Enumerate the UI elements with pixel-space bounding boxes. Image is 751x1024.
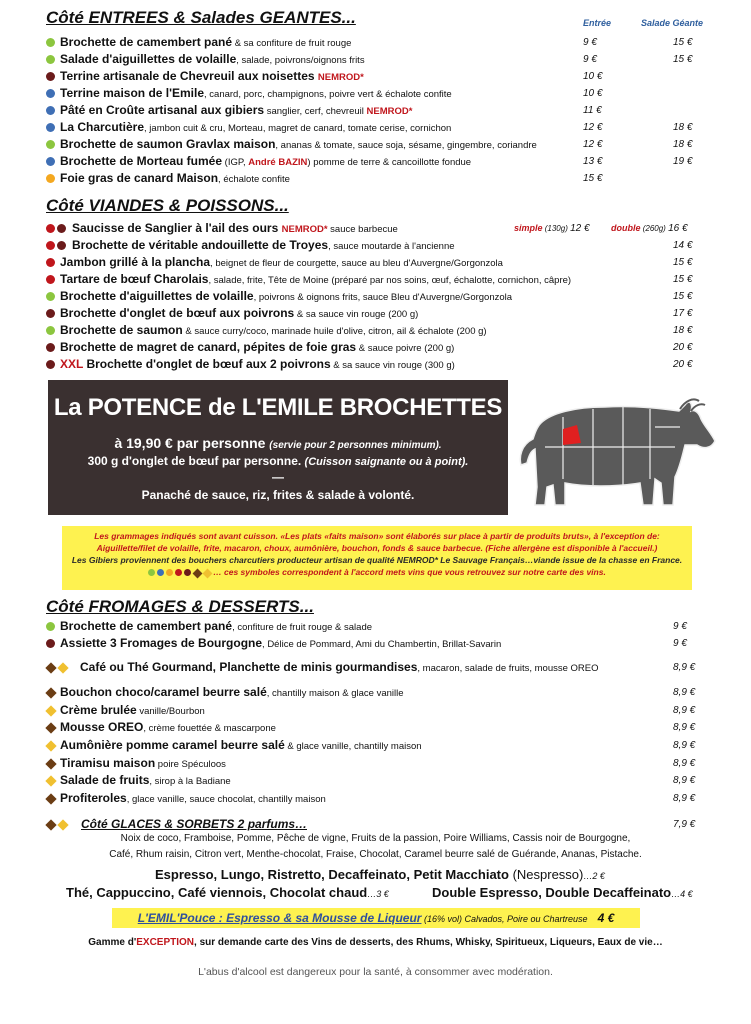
dessert-text: [60, 755, 660, 773]
orange-symbol-icon: [166, 569, 173, 576]
entree-row: [0, 85, 751, 102]
wine-pairing-marks: [46, 622, 55, 632]
viande-name: Brochette de magret de canard, pépites de foie gras: [60, 340, 357, 354]
green-dot-icon: [46, 55, 55, 64]
viande-text: [60, 322, 660, 340]
info-box: [62, 526, 692, 590]
viande-desc: & sauce poivre (200 g): [356, 343, 455, 354]
viande-text: [60, 356, 660, 374]
entree-row: [0, 170, 751, 187]
entree-row: [0, 102, 751, 119]
wine-pairing-marks: [46, 360, 55, 370]
maroon-dot-icon: [46, 309, 55, 318]
viande-row: [0, 271, 751, 288]
dessert-desc: poire Spéculoos: [155, 759, 226, 770]
entree-desc: & sa confiture de fruit rouge: [232, 38, 352, 49]
salade-geante-price: 19 €: [673, 156, 693, 167]
dessert-name: Aumônière pomme caramel beurre salé: [60, 738, 285, 752]
gold-diamond-icon: [57, 662, 68, 673]
wine-pairing-marks: [46, 706, 56, 716]
entree-name: Terrine maison de l'Emile: [60, 86, 205, 100]
coffee-nespresso: (Nespresso): [508, 867, 584, 882]
wine-pairing-marks: [46, 794, 56, 804]
red-dot-icon: [46, 224, 55, 233]
entree-text: [60, 34, 580, 52]
entree-row: [0, 68, 751, 85]
viande-row: [0, 220, 751, 237]
dessert-name: Profiteroles: [60, 791, 127, 805]
dessert-text: [60, 772, 660, 790]
info-line-1: Les grammages indiqués sont avant cuisson. «Les plats «faits maison» sont élaborés sur place à partir de produits bruts», à l'exception de:: [94, 531, 660, 541]
dessert-desc: , Délice de Pommard, Ami du Chambertin, Brillat-Savarin: [262, 639, 502, 650]
col-entree-header: Entrée: [583, 18, 612, 28]
gamme-prefix: Gamme d': [88, 937, 137, 948]
entree-price: 12 €: [583, 122, 603, 133]
coffee-price-2a: …3 €: [367, 889, 389, 899]
brown-diamond-icon: [45, 758, 56, 769]
bull-illustration: [515, 387, 720, 512]
dessert-text: [80, 659, 680, 677]
salade-geante-price: 15 €: [673, 54, 693, 65]
dessert-price: 8,9 €: [673, 662, 696, 673]
dessert-text: [60, 635, 660, 653]
dessert-name: Café ou Thé Gourmand, Planchette de minis gourmandises: [80, 660, 418, 674]
viande-name: Brochette de saumon: [60, 323, 183, 337]
maroon-dot-icon: [46, 343, 55, 352]
dessert-name: Tiramisu maison: [60, 756, 156, 770]
viande-desc: sauce barbecue: [327, 224, 398, 235]
simple-weight: (130g): [542, 224, 571, 233]
entree-desc-2: ) pomme de terre & cancoillotte fondue: [307, 157, 472, 168]
wine-pairing-marks: [46, 174, 55, 184]
entree-row: [0, 136, 751, 153]
dessert-row: [0, 737, 751, 754]
glaces-marks: [46, 820, 68, 830]
promo-price-note: (servie pour 2 personnes minimum).: [269, 440, 442, 451]
promo-weight-line: [48, 454, 508, 468]
dessert-row: [0, 772, 751, 789]
viande-name: Tartare de bœuf Charolais: [60, 272, 209, 286]
dessert-text: [60, 618, 660, 636]
dessert-desc: , sirop à la Badiane: [149, 776, 231, 787]
entree-desc: , jambon cuit & cru, Morteau, magret de canard, tomate cerise, cornichon: [144, 123, 452, 134]
double-weight: (260g): [640, 224, 669, 233]
double-price: 16 €: [668, 223, 688, 234]
viande-price: 14 €: [673, 240, 693, 251]
supplier-tag: André BAZIN: [248, 157, 308, 168]
viande-desc: & sa sauce vin rouge (200 g): [294, 309, 419, 320]
dessert-desc: , confiture de fruit rouge & salade: [232, 622, 373, 633]
viande-price: 17 €: [673, 308, 693, 319]
viande-text: [72, 237, 672, 255]
entree-name: Foie gras de canard Maison: [60, 171, 219, 185]
col-salade-geante-header: Salade Géante: [641, 18, 704, 28]
green-symbol-icon: [148, 569, 155, 576]
double-label: double: [611, 223, 641, 233]
wine-pairing-marks: [46, 106, 55, 116]
dessert-desc: & glace vanille, chantilly maison: [284, 741, 422, 752]
double-price-group: [611, 220, 688, 237]
wine-pairing-marks: [46, 224, 66, 234]
wine-pairing-marks: [46, 688, 56, 698]
wine-pairing-marks: [46, 741, 56, 751]
dessert-text: [60, 719, 660, 737]
viande-name: Brochette d'aiguillettes de volaille: [60, 289, 254, 303]
pouce-choices: Calvados, Poire ou Chartreuse: [464, 914, 588, 924]
promo-dash: —: [272, 470, 284, 484]
dessert-name: Bouchon choco/caramel beurre salé: [60, 685, 267, 699]
coffee-price-1: …2 €: [583, 871, 605, 881]
entree-desc: (IGP,: [222, 157, 249, 168]
wine-pairing-marks: [46, 258, 55, 268]
wine-pairing-symbols: [148, 567, 213, 577]
glaces-flavors-2: Café, Rhum raisin, Citron vert, Menthe-chocolat, Fraise, Chocolat, Caramel beurre salé de Guérande, Ananas, Pistache.: [109, 849, 642, 860]
entree-name: Pâté en Croûte artisanal aux gibiers: [60, 103, 265, 117]
viande-text: [60, 288, 660, 306]
gold-diamond-icon: [57, 819, 68, 830]
dessert-price: 8,9 €: [673, 687, 696, 698]
entree-name: Brochette de camembert pané: [60, 35, 233, 49]
dessert-text: [60, 737, 660, 755]
entree-price: 15 €: [583, 173, 603, 184]
entree-desc: , canard, porc, champignons, poivre vert & échalote confite: [204, 89, 452, 100]
brown-diamond-icon: [45, 687, 56, 698]
entree-name: Salade d'aiguillettes de volaille: [60, 52, 237, 66]
wine-pairing-marks: [46, 72, 55, 82]
entree-text: [60, 153, 580, 171]
alcohol-warning: L'abus d'alcool est dangereux pour la santé, à consommer avec modération.: [198, 966, 553, 978]
simple-price-group: [514, 220, 590, 237]
viande-row: [0, 322, 751, 339]
viande-text: [60, 254, 660, 272]
dessert-row: [0, 755, 751, 772]
dessert-row: [0, 719, 751, 736]
dessert-name: Brochette de camembert pané: [60, 619, 233, 633]
blue-dot-icon: [46, 89, 55, 98]
dessert-row: [0, 635, 751, 652]
dessert-name: Salade de fruits: [60, 773, 150, 787]
green-dot-icon: [46, 140, 55, 149]
entree-row: [0, 153, 751, 170]
wine-pairing-marks: [46, 157, 55, 167]
viande-text: [72, 220, 512, 238]
promo-title: La POTENCE de L'EMILE BROCHETTES: [53, 394, 503, 421]
blue-symbol-icon: [157, 569, 164, 576]
orange-dot-icon: [46, 174, 55, 183]
glaces-flavors-1: Noix de coco, Framboise, Pomme, Pêche de vigne, Fruits de la passion, Poire Williams, Cassis noir de Bourgogne,: [120, 833, 631, 844]
viande-price: 15 €: [673, 291, 693, 302]
viande-name: Brochette d'onglet de bœuf aux 2 poivrons: [83, 357, 331, 371]
dessert-text: [60, 702, 660, 720]
maroon-dot-icon: [46, 360, 55, 369]
green-dot-icon: [46, 38, 55, 47]
entree-desc: , salade, poivrons/oignons frits: [236, 55, 365, 66]
red-dot-icon: [46, 275, 55, 284]
coffee-line-2a: [66, 885, 389, 900]
entree-name: Brochette de Morteau fumée: [60, 154, 223, 168]
promo-price-line: [48, 435, 508, 451]
wine-pairing-marks: [46, 776, 56, 786]
promo-sides: Panaché de sauce, riz, frites & salade à volonté.: [141, 488, 415, 502]
glaces-title: Côté GLACES & SORBETS 2 parfums…: [81, 817, 308, 831]
entree-row: [0, 119, 751, 136]
promo-price: à 19,90 € par personne: [114, 435, 266, 451]
dessert-desc: , macaron, salade de fruits, mousse OREO: [417, 663, 599, 674]
viandes-title: Côté VIANDES & POISSONS...: [46, 196, 289, 215]
wine-pairing-marks: [46, 89, 55, 99]
viande-desc: , sauce moutarde à l'ancienne: [328, 241, 455, 252]
entree-desc: , ananas & tomate, sauce soja, sésame, gingembre, coriandre: [275, 140, 537, 151]
dessert-price: 8,9 €: [673, 705, 696, 716]
xxl-tag: XXL: [60, 357, 84, 371]
viande-text: [60, 339, 660, 357]
entree-text: [60, 68, 580, 86]
viande-name: Brochette de véritable andouillette de Troyes: [72, 238, 329, 252]
desserts-title: Côté FROMAGES & DESSERTS...: [46, 597, 314, 616]
wine-pairing-marks: [46, 123, 55, 133]
viande-text: [60, 271, 660, 289]
green-dot-icon: [46, 622, 55, 631]
dessert-price: 9 €: [673, 638, 687, 649]
wine-pairing-marks: [46, 639, 55, 649]
wine-pairing-marks: [46, 663, 68, 673]
pouce-label: L'EMIL'Pouce : Espresso & sa Mousse de Liqueur: [137, 911, 422, 925]
viande-row: [0, 339, 751, 356]
entree-row: [0, 34, 751, 51]
coffee-double-list: Double Espresso, Double Decaffeinato: [432, 885, 672, 900]
coffee-line-2b: [432, 885, 693, 900]
dessert-price: 8,9 €: [673, 793, 696, 804]
entree-text: [60, 119, 580, 137]
dessert-desc: , glace vanille, sauce chocolat, chantilly maison: [126, 794, 326, 805]
dessert-row: [0, 702, 751, 719]
viande-text: [60, 305, 660, 323]
viande-name: Saucisse de Sanglier à l'ail des ours: [72, 221, 282, 235]
salade-geante-price: 18 €: [673, 122, 693, 133]
wine-pairing-marks: [46, 309, 55, 319]
info-line-2: Aiguillette/filet de volaille, frite, macaron, choux, aumônière, bouchon, fonds & sauce barbecue. (Fiche allergène est disponible à l'accueil.): [96, 543, 658, 553]
wine-pairing-marks: [46, 55, 55, 65]
coffee-line-1: [155, 867, 605, 882]
wine-pairing-marks: [46, 140, 55, 150]
dessert-desc: vanille/Bourbon: [136, 706, 205, 717]
dessert-price: 9 €: [673, 621, 687, 632]
maroon-symbol-icon: [184, 569, 191, 576]
blue-dot-icon: [46, 123, 55, 132]
pouce-vol: (16% vol): [421, 914, 465, 924]
simple-label: simple: [514, 223, 543, 233]
red-dot-icon: [46, 241, 55, 250]
viande-price: 18 €: [673, 325, 693, 336]
blue-dot-icon: [46, 157, 55, 166]
promo-banner: [48, 380, 508, 515]
gold-symbol-icon: [203, 568, 213, 578]
viande-row: [0, 254, 751, 271]
brown-diamond-icon: [45, 793, 56, 804]
salade-geante-price: 15 €: [673, 37, 693, 48]
coffee-price-2b: …4 €: [671, 889, 693, 899]
gold-diamond-icon: [45, 775, 56, 786]
brown-diamond-icon: [45, 662, 56, 673]
red-dot-icon: [46, 258, 55, 267]
dessert-name: Assiette 3 Fromages de Bourgogne: [60, 636, 263, 650]
entree-text: [60, 102, 580, 120]
entree-name: Brochette de saumon Gravlax maison: [60, 137, 276, 151]
viande-name: Jambon grillé à la plancha: [60, 255, 211, 269]
green-dot-icon: [46, 326, 55, 335]
viande-desc: , salade, frite, Tête de Moine (préparé par nos soins, œuf, échalotte, cornichon, câpre): [208, 275, 572, 286]
entree-price: 10 €: [583, 71, 603, 82]
wine-pairing-marks: [46, 292, 55, 302]
maroon-dot-icon: [46, 72, 55, 81]
brown-symbol-icon: [193, 568, 203, 578]
simple-price: 12 €: [570, 223, 590, 234]
entree-price: 13 €: [583, 156, 603, 167]
entree-price: 11 €: [583, 105, 602, 116]
entrees-title: Côté ENTREES & Salades GEANTES...: [46, 8, 356, 27]
viande-price: 20 €: [673, 342, 693, 353]
wine-pairing-marks: [46, 275, 55, 285]
dessert-price: 8,9 €: [673, 722, 696, 733]
dessert-desc: , chantilly maison & glace vanille: [266, 688, 404, 699]
brown-diamond-icon: [45, 819, 56, 830]
viande-name: Brochette d'onglet de bœuf aux poivrons: [60, 306, 295, 320]
viande-row: [0, 237, 751, 254]
entree-name: Terrine artisanale de Chevreuil aux noisettes: [60, 69, 318, 83]
wine-pairing-marks: [46, 241, 66, 251]
entree-desc: , échalote confite: [218, 174, 290, 185]
dessert-desc: , crème fouettée & mascarpone: [143, 723, 276, 734]
dessert-price: 8,9 €: [673, 758, 696, 769]
viande-price: 15 €: [673, 257, 693, 268]
gamme-exception: EXCEPTION: [136, 937, 195, 948]
dessert-name: Crème brulée: [60, 703, 137, 717]
wine-pairing-marks: [46, 326, 55, 336]
wine-pairing-marks: [46, 759, 56, 769]
gamme-rest: , sur demande carte des Vins de desserts, des Rhums, Whisky, Spiritueux, Liqueurs, Eaux de vie…: [194, 937, 663, 948]
info-line-4: [62, 566, 692, 578]
gold-diamond-icon: [45, 740, 56, 751]
coffee-the-list: Thé, Cappuccino, Café viennois, Chocolat chaud: [66, 885, 368, 900]
viande-price: 15 €: [673, 274, 693, 285]
gold-diamond-icon: [45, 705, 56, 716]
dessert-text: [60, 684, 660, 702]
promo-weight: 300 g d'onglet de bœuf par personne.: [87, 454, 302, 468]
dessert-row: [0, 618, 751, 635]
entree-price: 10 €: [583, 88, 603, 99]
brown-diamond-icon: [45, 722, 56, 733]
supplier-tag: NEMROD*: [366, 106, 413, 117]
entree-text: [60, 51, 580, 69]
viande-desc: & sauce curry/coco, marinade huile d'olive, citron, ail & échalote (200 g): [182, 326, 487, 337]
entree-text: [60, 170, 580, 188]
entree-text: [60, 85, 580, 103]
info-line-3: Les Gibiers proviennent des bouchers charcutiers producteur artisan de qualité NEMROD* Le Sauvage Français…viande issue de la chasse en France.: [71, 555, 683, 565]
viande-price: 20 €: [673, 359, 693, 370]
red-symbol-icon: [175, 569, 182, 576]
dessert-price: 8,9 €: [673, 740, 696, 751]
entree-name: La Charcutière: [60, 120, 145, 134]
supplier-tag: NEMROD*: [281, 224, 328, 235]
blue-dot-icon: [46, 106, 55, 115]
salade-geante-price: 18 €: [673, 139, 693, 150]
entree-price: 9 €: [583, 37, 597, 48]
entree-row: [0, 51, 751, 68]
entree-price: 9 €: [583, 54, 597, 65]
green-dot-icon: [46, 292, 55, 301]
wine-pairing-marks: [46, 723, 56, 733]
info-symbols-text: … ces symboles correspondent à l'accord mets vins que vous retrouvez sur notre carte des vins.: [213, 567, 606, 577]
dessert-row: [0, 790, 751, 807]
viande-desc: , poivrons & oignons frits, sauce Bleu d'Auvergne/Gorgonzola: [253, 292, 513, 303]
entree-price: 12 €: [583, 139, 603, 150]
maroon-dot-icon: [46, 639, 55, 648]
emil-pouce-banner: [112, 908, 640, 928]
maroon-dot-icon: [57, 224, 66, 233]
entree-text: [60, 136, 580, 154]
viande-desc: & sa sauce vin rouge (300 g): [330, 360, 455, 371]
coffee-espresso-list: Espresso, Lungo, Ristretto, Decaffeinato, Petit Macchiato: [155, 867, 509, 882]
dessert-name: Mousse OREO: [60, 720, 144, 734]
wine-pairing-marks: [46, 38, 55, 48]
viande-row: [0, 356, 751, 373]
dessert-text: [60, 790, 660, 808]
dessert-price: 8,9 €: [673, 775, 696, 786]
pouce-price: 4 €: [597, 911, 615, 925]
glaces-price: 7,9 €: [673, 819, 696, 830]
dessert-row: [0, 684, 751, 701]
wine-pairing-marks: [46, 343, 55, 353]
dessert-row: [0, 659, 751, 676]
gamme-exception-line: [0, 937, 751, 948]
maroon-dot-icon: [57, 241, 66, 250]
viande-desc: , beignet de fleur de courgette, sauce au bleu d'Auvergne/Gorgonzola: [210, 258, 503, 269]
viande-row: [0, 288, 751, 305]
supplier-tag: NEMROD*: [317, 72, 364, 83]
entree-desc: sanglier, cerf, chevreuil: [264, 106, 367, 117]
promo-weight-note: (Cuisson saignante ou à point).: [304, 456, 469, 468]
viande-row: [0, 305, 751, 322]
